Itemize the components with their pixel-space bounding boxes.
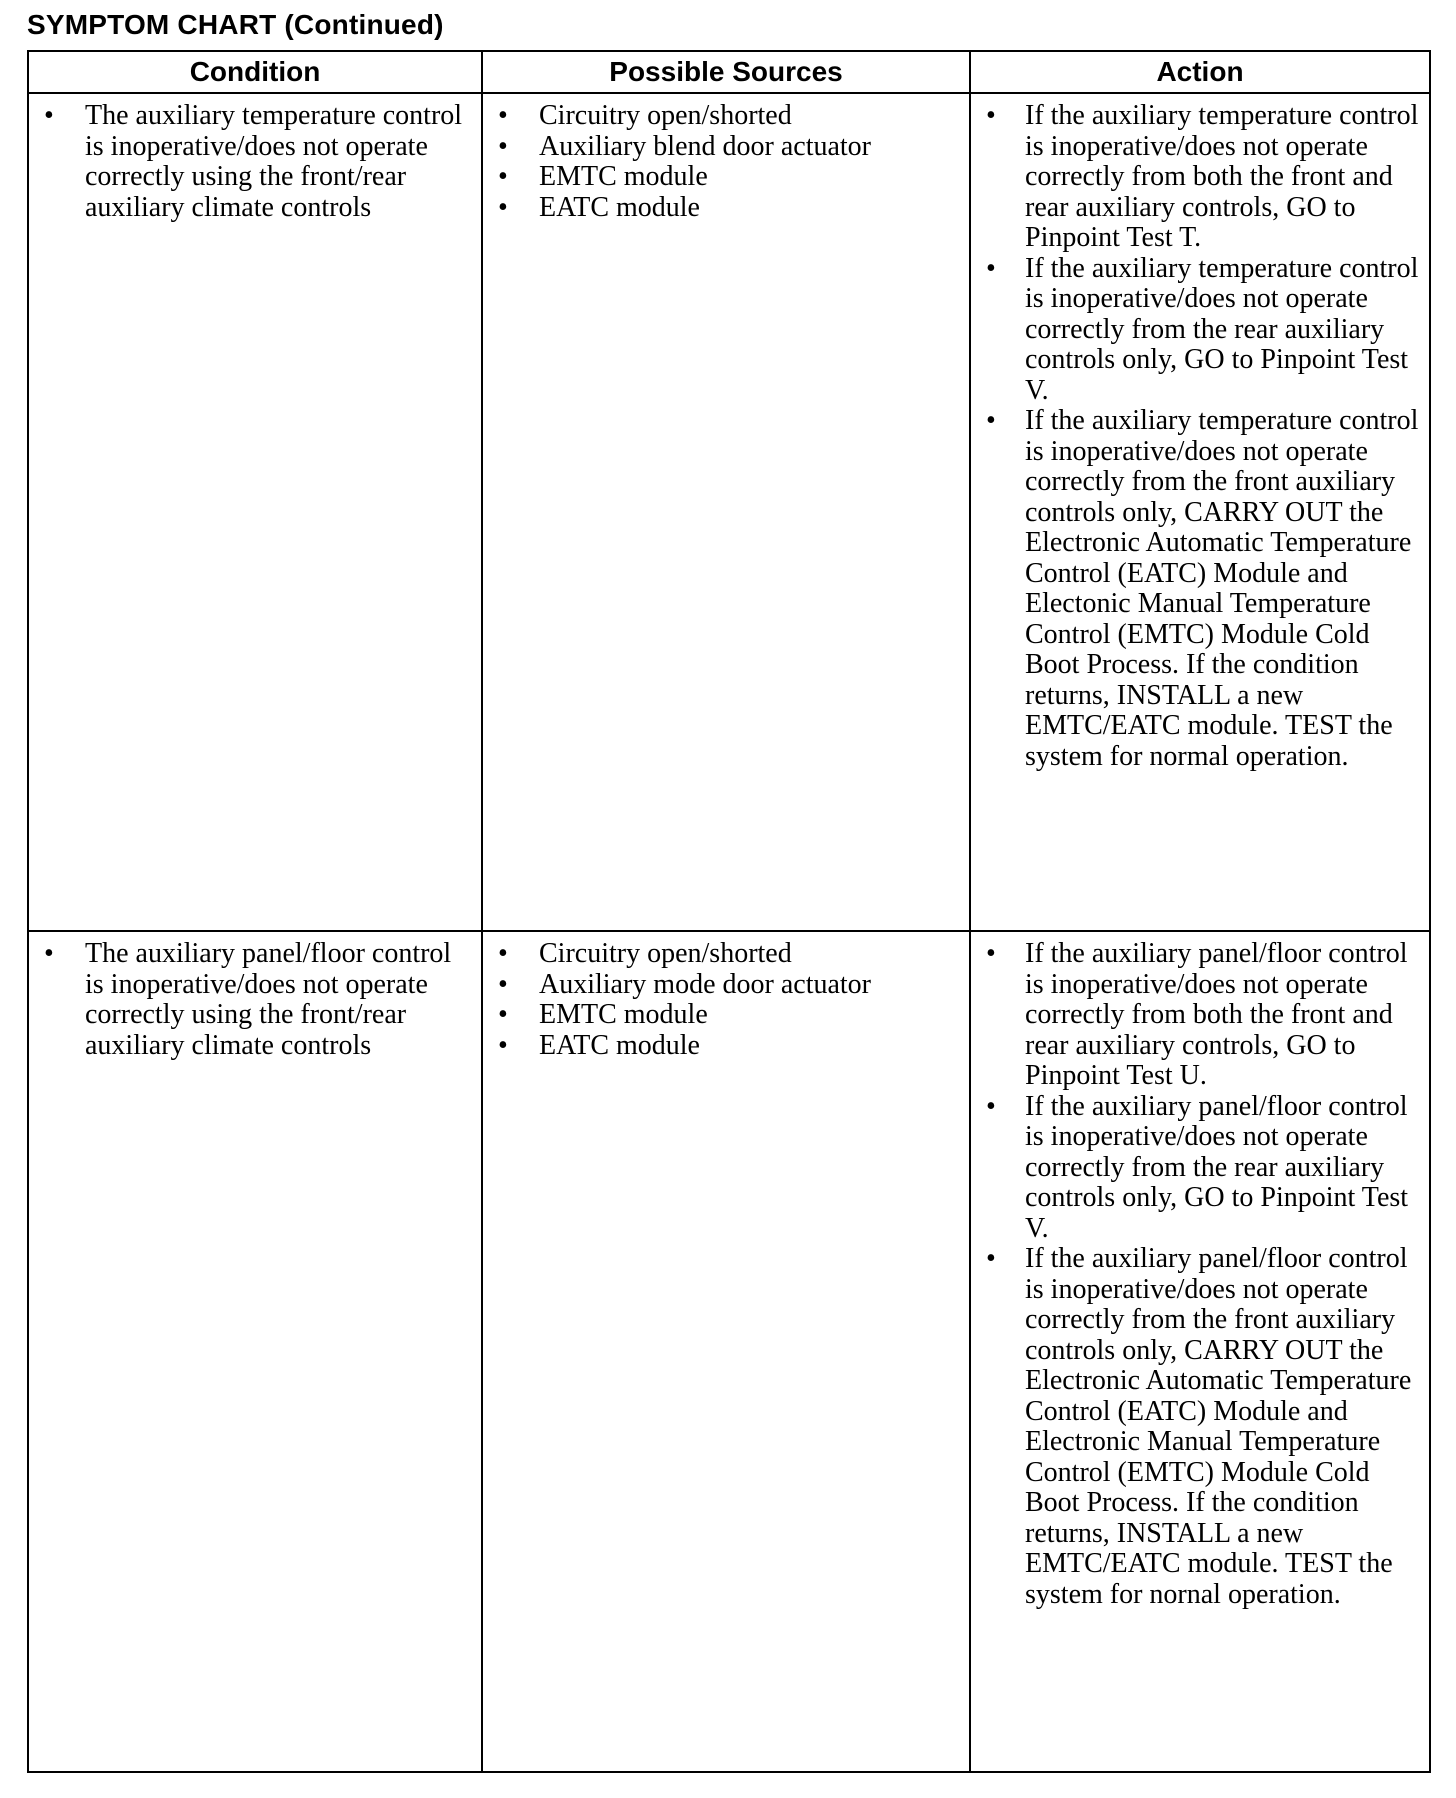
list-item: • Auxiliary blend door actuator <box>491 132 963 163</box>
table-row <box>28 931 1430 1772</box>
sources-cell <box>482 931 970 1772</box>
list-item: • If the auxiliary temperature control is inoperative/does not operate correctly from both the front and rear auxiliary controls, GO to Pinpoint Test T. <box>979 101 1429 254</box>
condition-list <box>37 101 475 223</box>
list-item: • If the auxiliary temperature control is inoperative/does not operate correctly from the rear auxiliary controls only, GO to Pinpoint Test V. <box>979 254 1429 407</box>
list-item: • The auxiliary panel/floor control is inoperative/does not operate correctly using the front/rear auxiliary climate controls <box>37 939 475 1061</box>
header-action: Action <box>970 51 1430 93</box>
table-row <box>28 93 1430 931</box>
list-item: • EMTC module <box>491 1000 963 1031</box>
list-item: • EATC module <box>491 193 963 224</box>
list-item: • If the auxiliary panel/floor control is inoperative/does not operate correctly from both the front and rear auxiliary controls, GO to Pinpoint Test U. <box>979 939 1429 1092</box>
list-item: • EATC module <box>491 1031 963 1062</box>
action-list <box>979 939 1429 1610</box>
action-cell <box>970 931 1430 1772</box>
table-header-row <box>28 51 1430 93</box>
list-item: • The auxiliary temperature control is inoperative/does not operate correctly using the front/rear auxiliary climate controls <box>37 101 475 223</box>
list-item: • If the auxiliary temperature control is inoperative/does not operate correctly from the front auxiliary controls only, CARRY OUT the Electronic Automatic Temperature Control (EATC) Module and Electonic Manual Temperature Control (EMTC) Module Cold Boot Process. If the condition returns, INSTALL a new EMTC/EATC module. TEST the system for normal operation. <box>979 406 1429 772</box>
sources-cell <box>482 93 970 931</box>
header-possible-sources: Possible Sources <box>482 51 970 93</box>
page-title: SYMPTOM CHART (Continued) <box>27 9 444 40</box>
list-item: • Auxiliary mode door actuator <box>491 970 963 1001</box>
condition-cell <box>28 93 482 931</box>
condition-list <box>37 939 475 1061</box>
list-item: • If the auxiliary panel/floor control is inoperative/does not operate correctly from the front auxiliary controls only, CARRY OUT the Electronic Automatic Temperature Control (EATC) Module and Electronic Manual Temperature Control (EMTC) Module Cold Boot Process. If the condition returns, INSTALL a new EMTC/EATC module. TEST the system for nornal operation. <box>979 1244 1429 1610</box>
action-list <box>979 101 1429 772</box>
list-item: • If the auxiliary panel/floor control is inoperative/does not operate correctly from the rear auxiliary controls only, GO to Pinpoint Test V. <box>979 1092 1429 1245</box>
header-condition: Condition <box>28 51 482 93</box>
sources-list <box>491 939 963 1061</box>
list-item: • Circuitry open/shorted <box>491 101 963 132</box>
action-cell <box>970 93 1430 931</box>
condition-cell <box>28 931 482 1772</box>
list-item: • Circuitry open/shorted <box>491 939 963 970</box>
sources-list <box>491 101 963 223</box>
symptom-chart-table <box>27 50 1431 1773</box>
list-item: • EMTC module <box>491 162 963 193</box>
